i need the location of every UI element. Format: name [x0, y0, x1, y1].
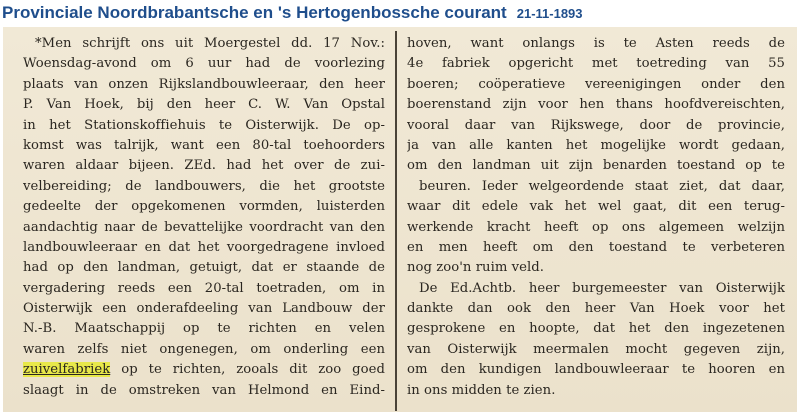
text-line: 4e fabriek opgericht met toetreding van 55 — [407, 56, 785, 72]
text-line: De Ed.Achtb. heer burgemeester van Oisterwijk — [419, 280, 785, 296]
column-divider — [395, 31, 397, 411]
text-line: P. Van Hoek, bij den heer C. W. Van Opstal — [23, 97, 385, 113]
text-line: *Men schrijft ons uit Moergestel dd. 17 Nov.: — [35, 36, 385, 51]
text-line: dankte dan ook den heer Van Hoek voor het — [407, 301, 785, 317]
text-line: beuren. Ieder welgeordende staat ziet, dat daar, — [419, 178, 785, 194]
text-line: waren aldaar bijeen. ZEd. had het over de zui- — [23, 158, 385, 174]
text-line: gedeelte der opgekomenen vormden, luisterden — [23, 199, 385, 215]
text-line: komst was talrijk, want een 80-tal toehoorders — [23, 137, 385, 153]
right-column — [407, 34, 785, 401]
highlighted-word: zuivelfabriek — [23, 362, 111, 378]
text-line: plaats van onzen Rijkslandbouwleeraar, den heer — [23, 76, 385, 92]
text-line: hoven, want onlangs is te Asten reeds de — [407, 36, 785, 51]
newspaper-header — [2, 3, 798, 27]
publication-date: 21-11-1893 — [516, 6, 583, 21]
text-line: waren zelfs niet ongenegen, om onderling een — [23, 341, 385, 357]
text-line: vooral daar van Rijkswege, door de provincie, — [407, 117, 785, 133]
text-line: velbereiding; de landbouwers, die het grootste — [23, 178, 385, 194]
text-line: nog zoo'n ruim veld. — [407, 260, 545, 276]
text-line: N.-B. Maatschappij op te richten en velen — [23, 321, 385, 337]
text-line: waar dit edele vak het wel gaat, dit een terug- — [407, 199, 785, 215]
text-line: van Oisterwijk meermalen mocht gegeven zijn, — [407, 341, 785, 357]
newspaper-title: Provinciale Noordbrabantsche en 's Hertogenbossche courant — [2, 3, 507, 22]
text-line: boeren; coöperatieve vereenigingen onder den — [407, 76, 785, 92]
left-column — [23, 34, 385, 401]
text-line: vergadering reeds een 20-tal toetraden, om in — [23, 280, 385, 296]
text-line: ja van alle kanten het mogelijke wordt gedaan, — [407, 137, 785, 153]
text-line: in ons midden te zien. — [407, 382, 556, 398]
text-line: Oisterwijk een onderafdeeling van Landbouw der — [23, 301, 385, 317]
text-line: boerenstand zijn voor hen thans hoofdvereischten, — [407, 97, 785, 113]
highlighted-text-line — [23, 360, 385, 380]
text-fragment: op te richten, zooals dit zoo goed — [110, 362, 385, 378]
text-line: had op den landman, getuigt, dat er staande de — [23, 260, 385, 276]
text-line: aandachtig naar de bevattelijke voordracht van den — [23, 219, 385, 235]
text-line: in het Stationskoffiehuis te Oisterwijk. De op- — [23, 117, 385, 133]
text-line: Woensdag-avond om 6 uur had de voorlezing — [23, 56, 385, 72]
text-line: en men heeft om den toestand te verbeteren — [407, 239, 785, 255]
text-line: slaagt in de omstreken van Helmond en Eind- — [23, 382, 385, 398]
newspaper-clipping — [3, 27, 797, 412]
text-line: werkende kracht heeft op ons algemeen welzijn — [407, 219, 785, 235]
text-line: om den kundigen landbouwleeraar te hooren en — [407, 362, 785, 378]
text-line: om den landman uit zijn benarden toestand op te — [407, 158, 785, 174]
text-line: landbouwleeraar en dat het voorgedragene invloed — [23, 239, 385, 255]
text-line: gesprokene en hoopte, dat het den ingezetenen — [407, 321, 785, 337]
